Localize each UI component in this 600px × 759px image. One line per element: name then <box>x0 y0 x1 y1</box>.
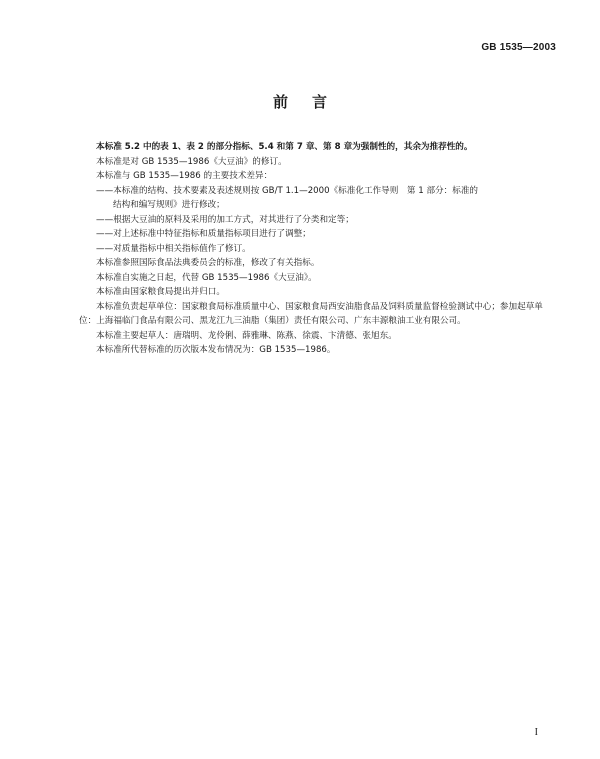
paragraph-main-differences: 本标准与 GB 1535—1986 的主要技术差异： <box>96 171 273 181</box>
paragraph-proposed-by: 本标准由国家粮食局提出并归口。 <box>96 287 225 297</box>
paragraph-previous-editions: 本标准所代替标准的历次版本发布情况为：GB 1535—1986。 <box>96 345 336 355</box>
paragraph-replaces: 本标准自实施之日起，代替 GB 1535—1986《大豆油》。 <box>96 272 317 283</box>
paragraph-difference-values: ——对质量指标中相关指标值作了修订。 <box>96 243 251 254</box>
paragraph-codex-reference: 本标准参照国际食品法典委员会的标准，修改了有关指标。 <box>96 258 320 268</box>
paragraph-difference-structure: ——本标准的结构、技术要素及表述规则按 GB/T 1.1—2000《标准化工作导则 第 1 部分：标准的 <box>96 185 479 196</box>
paragraph-revision-of: 本标准是对 GB 1535—1986《大豆油》的修订。 <box>96 156 287 167</box>
paragraph-drafting-units: 本标准负责起草单位：国家粮食局标准质量中心、国家粮食局西安油脂食品及饲料质量监督检验测试中心；参加起草单位：上海福临门食品有限公司、黑龙江九三油脂（集团）责任有限公司、广东丰源粮油工业有限公司。 <box>79 301 543 326</box>
paragraph-difference-classification: ——根据大豆油的原料及采用的加工方式，对其进行了分类和定等； <box>96 214 354 225</box>
paragraph-mandatory-clauses: 本标准 5.2 中的表 1、表 2 的部分指标、5.4 和第 7 章、第 8 章为强制性的，其余为推荐性的。 <box>96 142 473 152</box>
paragraph-drafters: 本标准主要起草人：唐瑞明、龙伶俐、薛雅琳、陈燕、徐震、卞清德、张旭东。 <box>96 330 397 341</box>
page-number: I <box>534 727 538 738</box>
standard-code: GB 1535—2003 <box>481 42 556 53</box>
foreword-body <box>79 140 549 358</box>
paragraph-difference-structure-cont: 结构和编写规则》进行修改； <box>113 200 225 210</box>
paragraph-difference-indicators: ——对上述标准中特征指标和质量指标项目进行了调整； <box>96 229 311 239</box>
page-title: 前言 <box>272 93 351 111</box>
